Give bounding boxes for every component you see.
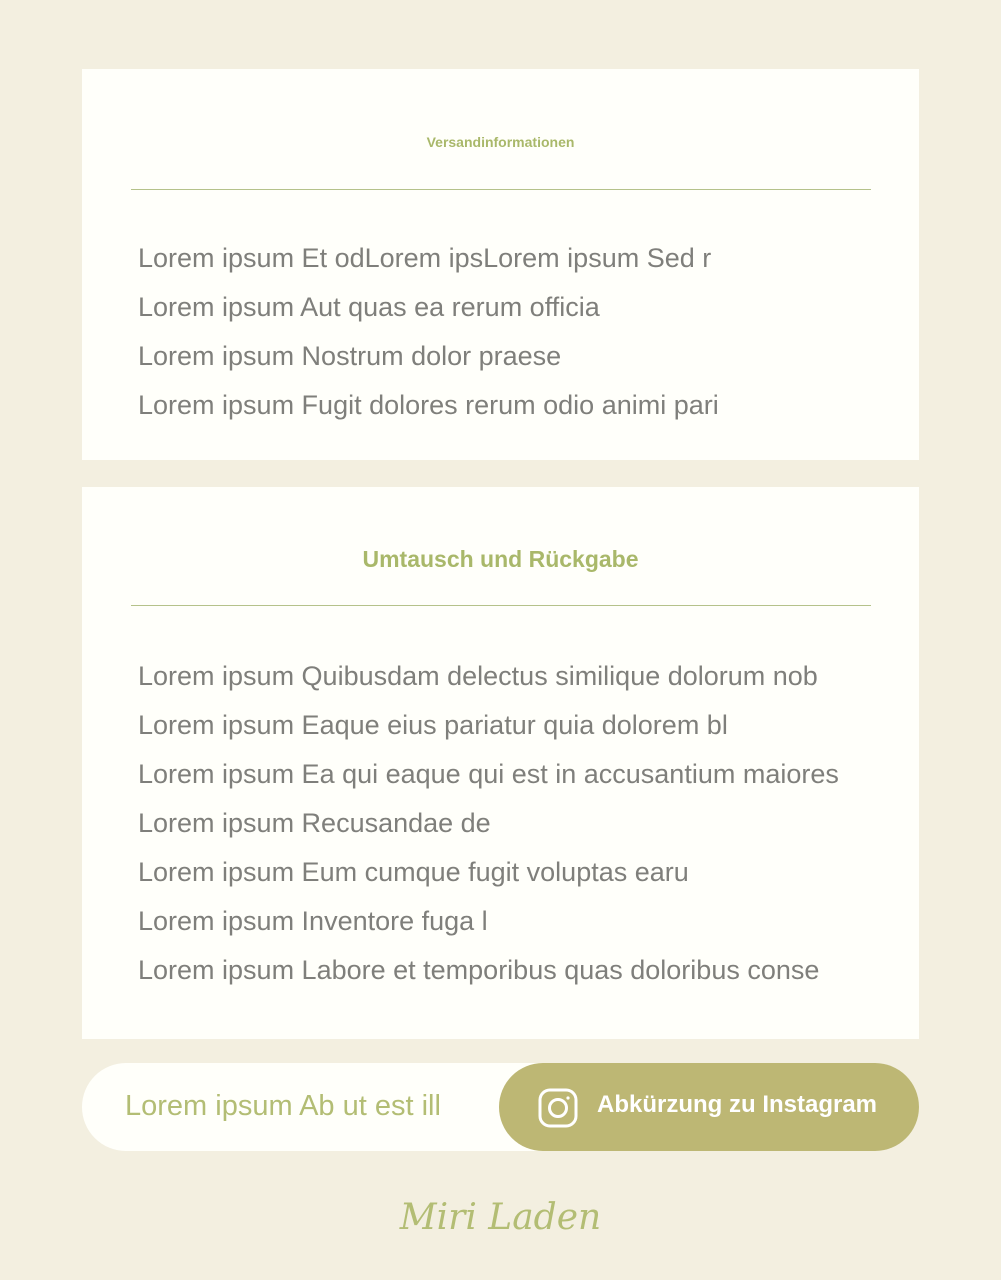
returns-line: Lorem ipsum Recusandae de xyxy=(138,808,491,838)
footer-bar xyxy=(82,1063,919,1151)
shipping-info-line: Lorem ipsum Nostrum dolor praese xyxy=(138,341,562,371)
returns-line: Lorem ipsum Inventore fuga l xyxy=(138,906,488,936)
returns-divider xyxy=(131,605,871,606)
shipping-info-list xyxy=(138,234,899,430)
instagram-button-label: Abkürzung zu Instagram xyxy=(597,1091,878,1118)
shipping-info-line: Lorem ipsum Et odLorem ipsLorem ipsum Sed r xyxy=(138,243,712,273)
shipping-info-title: Versandinformationen xyxy=(426,134,575,150)
returns-line: Lorem ipsum Labore et temporibus quas doloribus conse xyxy=(138,955,820,985)
brand-name: Miri Laden xyxy=(399,1197,602,1238)
returns-line: Lorem ipsum Quibusdam delectus similique dolorum nob xyxy=(138,661,818,691)
returns-line: Lorem ipsum Eum cumque fugit voluptas earu xyxy=(138,857,689,887)
returns-list xyxy=(138,652,899,995)
returns-title: Umtausch und Rückgabe xyxy=(362,546,639,572)
shipping-info-line: Lorem ipsum Aut quas ea rerum officia xyxy=(138,292,600,322)
shipping-info-card xyxy=(82,69,919,460)
shipping-info-line: Lorem ipsum Fugit dolores rerum odio animi pari xyxy=(138,390,719,420)
returns-card xyxy=(82,487,919,1039)
returns-line: Lorem ipsum Eaque eius pariatur quia dolorem bl xyxy=(138,710,728,740)
footer-text: Lorem ipsum Ab ut est ill xyxy=(125,1090,441,1122)
shipping-info-divider xyxy=(131,189,871,190)
instagram-button[interactable] xyxy=(499,1063,919,1151)
returns-line: Lorem ipsum Ea qui eaque qui est in accusantium maiores xyxy=(138,759,839,789)
instagram-icon xyxy=(537,1087,579,1129)
